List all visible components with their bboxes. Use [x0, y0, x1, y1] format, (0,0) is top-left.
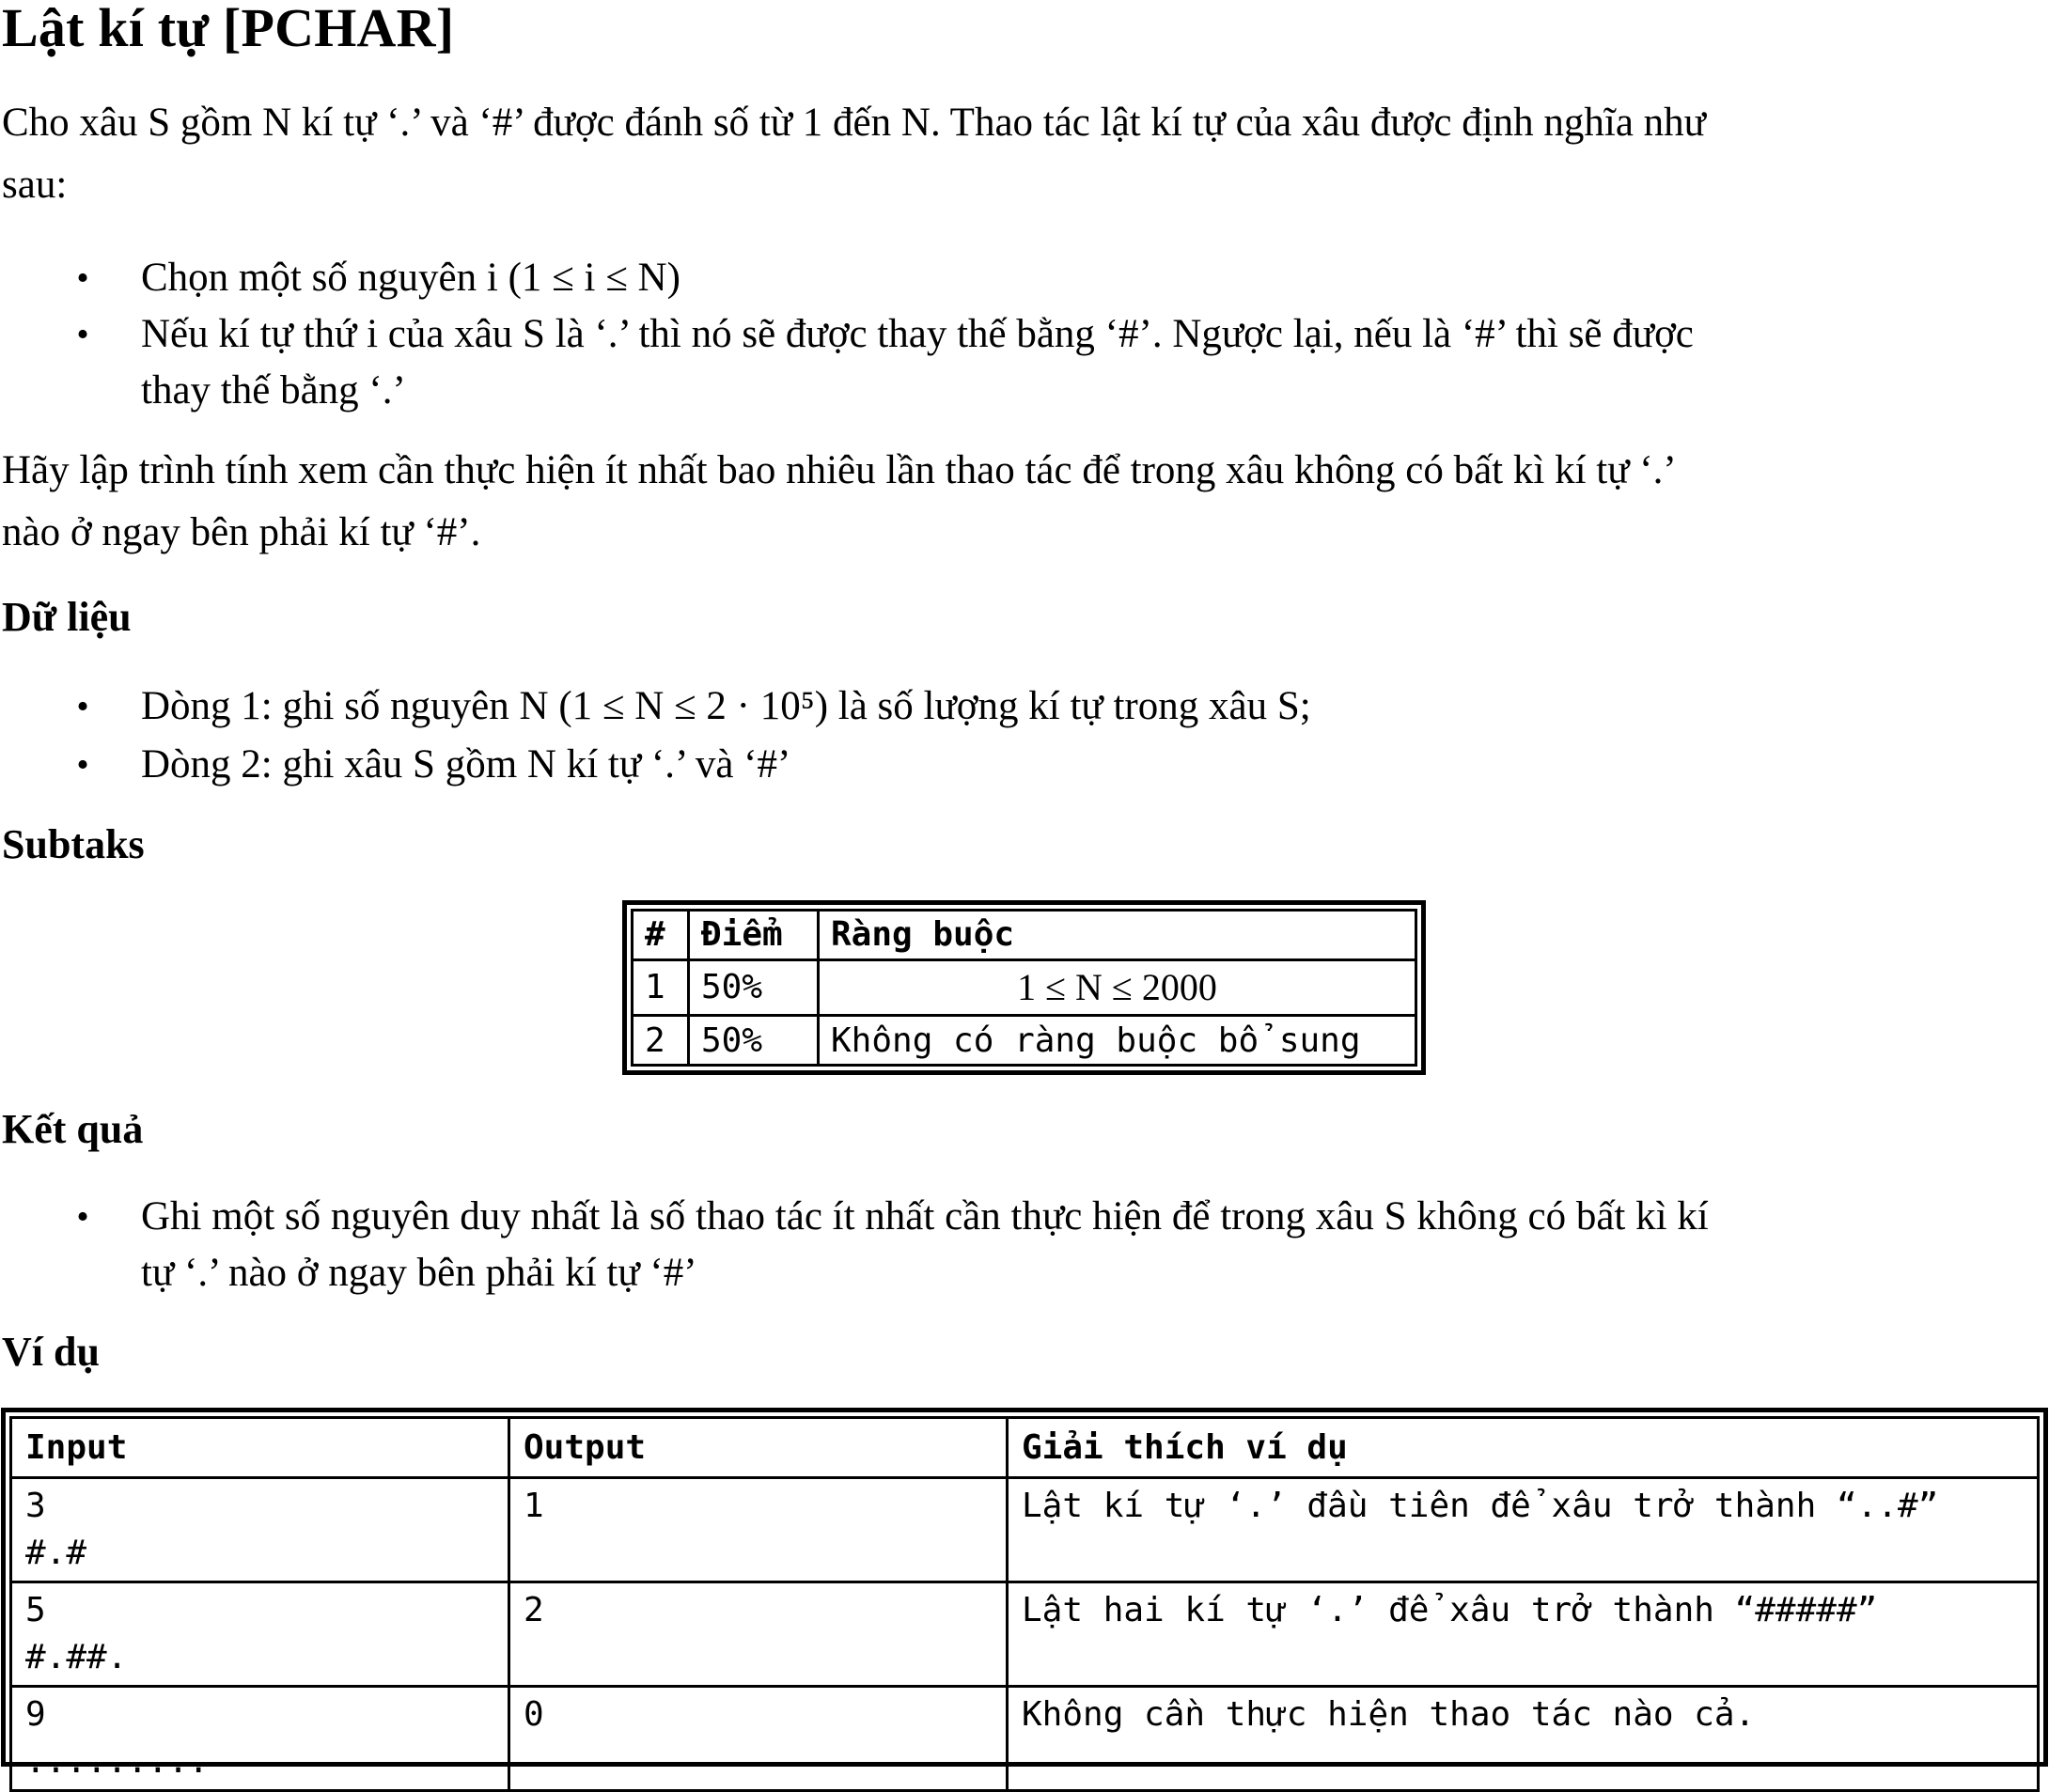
examples-table — [9, 1416, 2040, 1792]
table-cell: 2 — [633, 1016, 689, 1066]
bullet-text: tự ‘.’ nào ở ngay bên phải kí tự ‘#’ — [141, 1251, 697, 1295]
example-output: 0 — [509, 1687, 1008, 1791]
example-output: 1 — [509, 1478, 1008, 1582]
example-input: 3 #.# — [11, 1478, 509, 1582]
bullet-text: Dòng 1: ghi số nguyên N (1 ≤ N ≤ 2 · 10⁵) là số lượng kí tự trong xâu S; — [141, 684, 1311, 728]
bullet-dot: • — [76, 1197, 89, 1237]
example-output: 2 — [509, 1582, 1008, 1687]
intro-line-2: sau: — [2, 163, 68, 207]
table-cell: 50% — [689, 1016, 819, 1066]
table-cell: Không có ràng buộc bổ sung — [819, 1016, 1416, 1066]
table-row — [633, 1016, 1416, 1066]
intro-paragraph — [2, 92, 2049, 216]
column-header: Ràng buộc — [819, 911, 1416, 960]
column-header: Input — [11, 1418, 509, 1478]
bullet-text: Nếu kí tự thứ i của xâu S là ‘.’ thì nó sẽ được thay thế bằng ‘#’. Ngược lại, nếu là ‘#’ thì sẽ được — [141, 312, 1694, 356]
column-header: Điểm — [689, 911, 819, 960]
table-row — [633, 959, 1416, 1016]
table-row — [11, 1582, 2039, 1687]
example-input: 5 #.##. — [11, 1582, 509, 1687]
example-explanation: Lật hai kí tự ‘.’ để xâu trở thành “#####” — [1008, 1582, 2039, 1687]
input-heading: Dữ liệu — [2, 594, 132, 640]
column-header: Giải thích ví dụ — [1008, 1418, 2039, 1478]
examples-table-frame — [1, 1408, 2048, 1781]
bullet-dot: • — [76, 687, 89, 726]
table-cell: 1 — [633, 959, 689, 1016]
bullet-dot: • — [76, 745, 89, 785]
bullet-text: Chọn một số nguyên i (1 ≤ i ≤ N) — [141, 256, 680, 300]
subtasks-table-frame — [622, 900, 1426, 1075]
table-cell: 1 ≤ N ≤ 2000 — [819, 959, 1416, 1016]
bullet-dot: • — [76, 258, 89, 298]
bullet-text: thay thế bằng ‘.’ — [141, 368, 406, 413]
examples-heading: Ví dụ — [2, 1329, 100, 1375]
example-explanation: Lật kí tự ‘.’ đầu tiên để xâu trở thành “..#” — [1008, 1478, 2039, 1582]
table-row — [11, 1478, 2039, 1582]
page-title: Lật kí tự [PCHAR] — [2, 0, 455, 58]
table-row — [11, 1687, 2039, 1791]
output-heading: Kết quả — [2, 1106, 144, 1152]
question-line-1: Hãy lập trình tính xem cần thực hiện ít nhất bao nhiêu lần thao tác để trong xâu không có bất kì kí tự ‘.’ — [2, 448, 1677, 492]
example-explanation: Không cần thực hiện thao tác nào cả. — [1008, 1687, 2039, 1791]
intro-line-1: Cho xâu S gồm N kí tự ‘.’ và ‘#’ được đánh số từ 1 đến N. Thao tác lật kí tự của xâu được định nghĩa như — [2, 101, 1706, 145]
example-input: 9 ......... — [11, 1687, 509, 1791]
bullet-text: Ghi một số nguyên duy nhất là số thao tác ít nhất cần thực hiện để trong xâu S không có bất kì kí — [141, 1194, 1709, 1239]
subtasks-table — [631, 909, 1417, 1067]
question-line-2: nào ở ngay bên phải kí tự ‘#’. — [2, 510, 481, 554]
table-header-row — [11, 1418, 2039, 1478]
column-header: # — [633, 911, 689, 960]
question-paragraph — [2, 440, 2049, 564]
bullet-text: Dòng 2: ghi xâu S gồm N kí tự ‘.’ và ‘#’ — [141, 742, 791, 787]
table-cell: 50% — [689, 959, 819, 1016]
bullet-dot: • — [76, 315, 89, 354]
table-header-row — [633, 911, 1416, 960]
column-header: Output — [509, 1418, 1008, 1478]
subtasks-heading: Subtaks — [2, 821, 145, 867]
